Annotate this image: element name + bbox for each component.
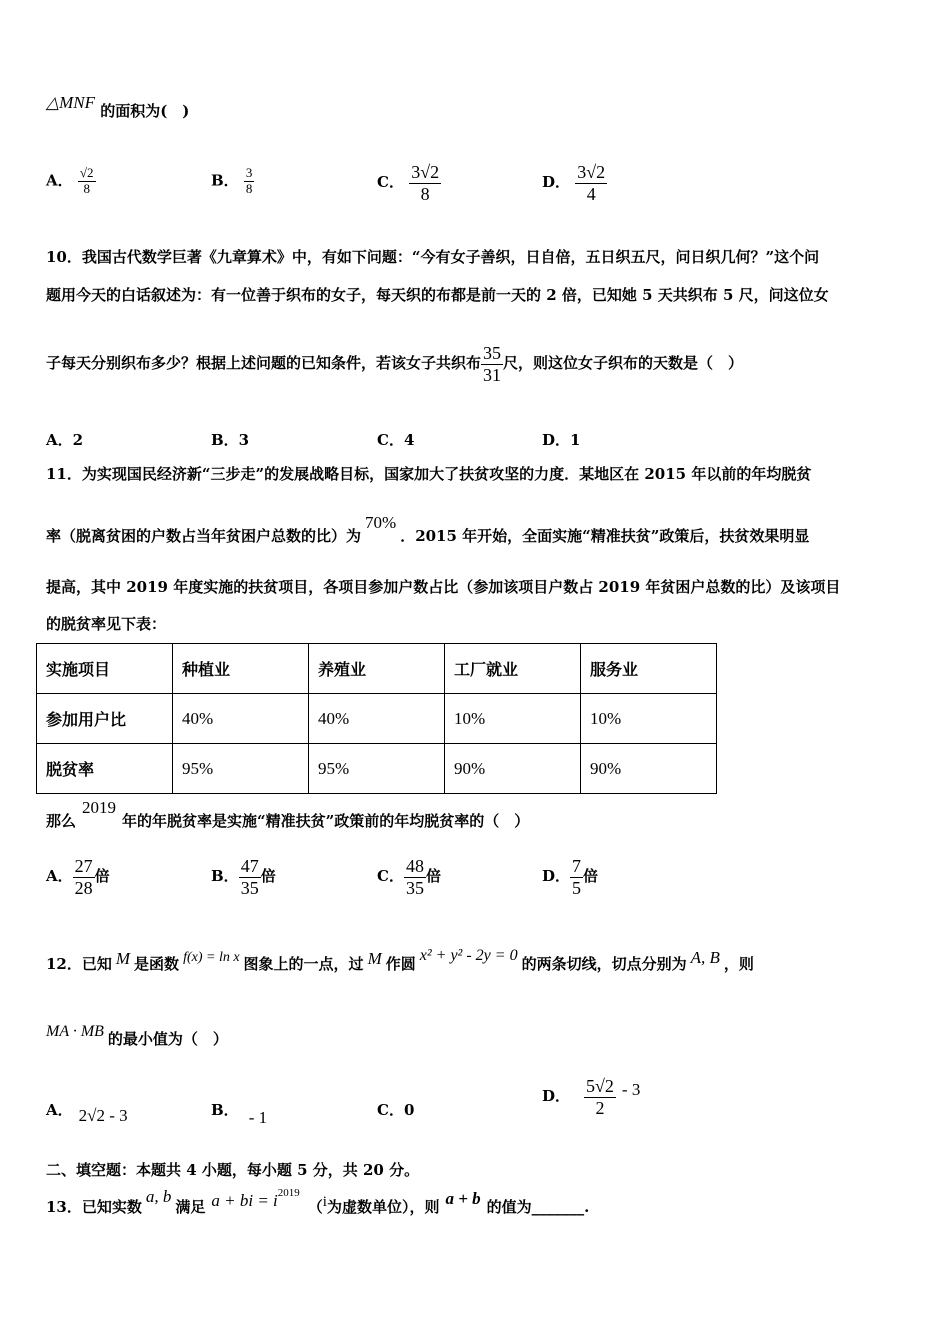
q11-option-b[interactable] [211,856,276,898]
q12-option-b[interactable] [211,1099,268,1127]
table-cell: 95% [173,744,309,794]
complex-equation: a + bi = i [211,1191,278,1210]
q12-text: 的最小值为（ ） [107,1030,228,1048]
q11-line2-text: 率（脱离贫困的户数占当年贫困户总数的比）为 [46,527,362,545]
option-suffix: 倍 [260,867,276,886]
option-label: A． [46,1101,73,1119]
option-label: B． [211,1101,239,1119]
table-cell: 40% [173,694,309,744]
q10-option-c[interactable]: C．4 [377,431,415,449]
fraction: $\frac{7}{5}$ [572,856,582,898]
q12-text: 图象上的一点，过 [243,955,364,973]
exponent-2019: 2019 [277,1187,300,1199]
q10-option-d[interactable]: D．1 [542,431,581,449]
triangle-mnf: △MNF [46,93,95,112]
option-label: A． [46,867,73,886]
q11-line2 [46,513,810,546]
option-label: B． [211,171,239,190]
q12-line1 [46,947,754,974]
q12-option-a[interactable] [46,1099,128,1125]
table-header: 服务业 [581,644,717,694]
option-value: 0 [403,1101,415,1119]
table-header-row [37,644,717,694]
table-row [37,744,717,794]
section-fill-in-heading: 二、填空题：本题共 4 小题，每小题 5 分，共 20 分。 [46,1161,420,1179]
q13-text: （ [307,1198,323,1216]
q10-line3-tail: 尺，则这位女子织布的天数是（ ） [503,354,744,373]
q12-option-c[interactable] [377,1099,414,1120]
q11-line1: 11．为实现国民经济新“三步走”的发展战略目标，国家加大了扶贫攻坚的力度．某地区在 2015 年以前的年均脱贫 [46,465,812,483]
table-row [37,694,717,744]
option-value: - 1 [248,1108,268,1127]
q11-line3: 提高，其中 2019 年度实施的扶贫项目，各项目参加户数占比（参加该项目户数占 2019 年贫困户总数的比）及该项目 [46,578,841,596]
dot-product: MA · MB [46,1023,104,1040]
function-f: f(x) = ln x [183,950,240,965]
table-cell: 90% [445,744,581,794]
poverty-table [36,643,717,794]
fraction: $\frac{3√2}{8}$ [411,162,440,204]
option-label: D． [542,173,571,192]
q10-line3-text: 子每天分别织布多少？根据上述问题的已知条件，若该女子共织布 [46,354,482,373]
fraction: $\frac{47}{35}$ [240,856,259,898]
fraction: $\frac{3}{8}$ [245,165,253,196]
fraction: $\frac{5√2}{2}$ [586,1076,614,1118]
option-label: D． [542,1087,571,1106]
table-cell: 40% [309,694,445,744]
q11-line2-tail: ．2015 年开始，全面实施“精准扶贫”政策后，扶贫效果明显 [400,527,810,545]
option-label: C． [377,867,404,886]
q10-line1: 10．我国古代数学巨著《九章算术》中，有如下问题：“今有女子善织，日自倍，五日织五尺，问日织几何？”这个问 [46,248,820,266]
fraction-35-31: $\frac{35}{31}$ [483,343,502,385]
table-header: 工厂就业 [445,644,581,694]
option-label: A． [46,171,73,190]
option-label: C． [377,173,404,192]
q9-option-b[interactable] [211,166,254,197]
q10-line3 [46,343,743,385]
table-cell: 10% [445,694,581,744]
q9-option-a[interactable] [46,166,96,197]
q12-text: ，则 [723,955,754,973]
q10-option-a[interactable]: A．2 [46,431,84,449]
fraction: $\frac{48}{35}$ [405,856,424,898]
q12-line2 [46,1023,228,1049]
q11-line5-text: 那么 [46,812,77,830]
q11-option-d[interactable] [542,856,598,898]
option-value: - 3 [621,1080,641,1100]
q12-option-d[interactable] [542,1076,640,1118]
table-header: 养殖业 [309,644,445,694]
table-cell: 脱贫率 [37,744,173,794]
point-m: M [367,949,382,968]
q10-option-b[interactable]: B．3 [211,431,250,449]
imaginary-unit: i [322,1194,327,1210]
q11-line5 [46,798,530,831]
q11-option-c[interactable] [377,856,441,898]
q13-text: 为虚数单位），则 [326,1198,440,1216]
q13-text: 满足 [175,1198,206,1216]
q13-line [46,1187,590,1217]
point-m: M [115,949,131,968]
q9-stem-text: 的面积为( ) [100,102,190,120]
table-cell: 10% [581,694,717,744]
option-value: 2√2 - 3 [78,1106,128,1125]
points-ab: A, B [690,948,720,967]
option-label: D． [542,867,571,886]
q9-option-d[interactable] [542,162,607,204]
rate-70: 70% [365,513,397,532]
q12-text: 12．已知 [46,955,112,973]
q13-answer-blank: 的值为_______. [486,1198,590,1216]
sum-a-plus-b: a + b [445,1189,481,1208]
fraction: $\frac{3√2}{4}$ [577,162,606,204]
option-suffix: 倍 [583,867,599,886]
option-suffix: 倍 [94,867,110,886]
q12-text: 的两条切线，切点分别为 [521,955,687,973]
table-cell: 参加用户比 [37,694,173,744]
option-suffix: 倍 [425,867,441,886]
q12-text: 作圆 [385,955,416,973]
q9-stem [46,93,190,121]
table-cell: 90% [581,744,717,794]
option-label: B． [211,867,239,886]
option-label: C． [377,1101,404,1119]
year-2019: 2019 [82,798,117,817]
table-header: 实施项目 [37,644,173,694]
variables-ab: a, b [145,1187,172,1206]
q11-option-a[interactable] [46,856,110,898]
fraction: $\frac{27}{28}$ [74,856,93,898]
q11-line4: 的脱贫率见下表： [46,615,167,633]
q9-option-c[interactable] [377,162,441,204]
q13-text: 13．已知实数 [46,1198,142,1216]
q11-line5-tail: 年的年脱贫率是实施“精准扶贫”政策前的年均脱贫率的（ ） [122,812,530,830]
table-header: 种植业 [173,644,309,694]
fraction: $\frac{√2}{8}$ [79,165,94,196]
q12-text: 是函数 [134,955,180,973]
q10-line2: 题用今天的白话叙述为：有一位善于织布的女子，每天织的布都是前一天的 2 倍，已知她 5 天共织布 5 尺，问这位女 [46,286,829,304]
table-cell: 95% [309,744,445,794]
circle-equation: x² + y² - 2y = 0 [419,947,518,964]
